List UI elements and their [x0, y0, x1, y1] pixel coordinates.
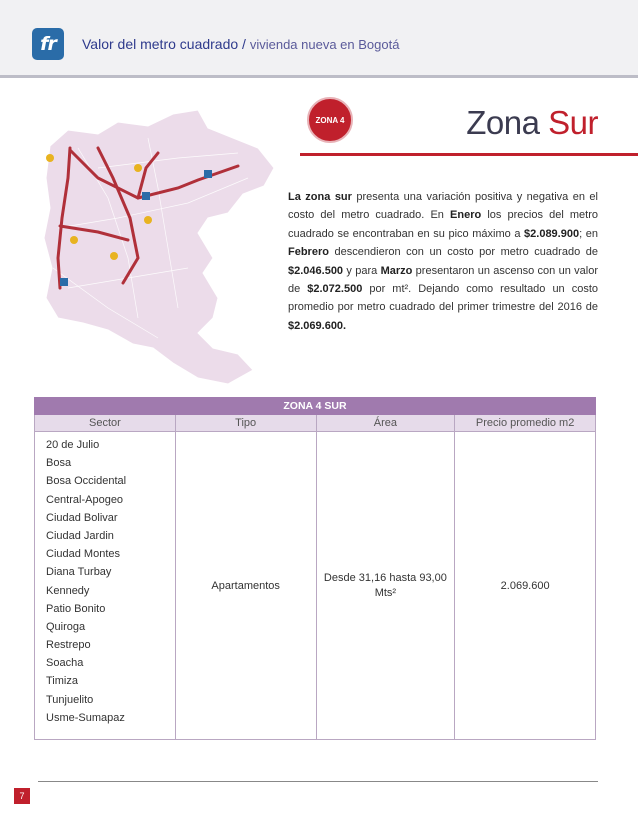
zone-price-table [34, 397, 596, 740]
footer-divider [38, 781, 598, 782]
sector-item: Tunjuelito [46, 693, 94, 706]
sector-list [35, 432, 176, 740]
title-strong: Valor del metro cuadrado [82, 36, 239, 52]
sector-item: 20 de Julio [46, 439, 100, 451]
para-value-enero: $2.089.900 [524, 227, 580, 240]
sector-item: Central-Apogeo [46, 493, 124, 506]
column-header-sector: Sector [35, 415, 176, 432]
sector-item: Kennedy [46, 584, 90, 597]
document-title [82, 36, 399, 52]
para-text-6: presentaron un ascenso con un valor de [288, 264, 599, 296]
logo-text: fr [40, 33, 56, 55]
sector-item: Ciudad Montes [46, 548, 120, 561]
para-text-1: presenta una variación positiva y negativa en el costo del metro cuadrado. En [288, 191, 598, 222]
zone-title-word1: Zona [466, 104, 540, 141]
zone-description [288, 188, 598, 335]
table-row [35, 432, 596, 740]
sector-item: Usme-Sumapaz [46, 711, 125, 724]
para-subject: La zona sur [288, 191, 352, 203]
column-header-area: Área [316, 415, 455, 432]
table-title-row [35, 398, 596, 415]
sector-item: Bosa Occidental [46, 475, 127, 488]
para-month-enero: Enero [450, 209, 482, 222]
para-text-4: descendieron con un costo por metro cuadrado de [328, 246, 598, 259]
sector-item: Ciudad Jardin [46, 529, 114, 542]
title-underline [300, 153, 638, 156]
para-month-febrero: Febrero [288, 246, 329, 259]
sector-item: Quiroga [46, 620, 86, 633]
column-header-precio: Precio promedio m2 [455, 415, 596, 432]
sector-item: Soacha [46, 657, 84, 670]
para-value-febrero: $2.046.500 [288, 264, 344, 277]
para-text-3: ; en [579, 227, 598, 240]
precio-cell: 2.069.600 [455, 432, 596, 740]
para-text-2: los precios del metro cuadrado se encontraban en su pico máximo a [288, 209, 599, 240]
area-cell: Desde 31,16 hasta 93,00 Mts² [316, 432, 455, 740]
sector-item: Restrepo [46, 639, 91, 652]
sector-item: Timiza [46, 675, 78, 688]
para-month-marzo: Marzo [380, 264, 413, 277]
tipo-cell: Apartamentos [175, 432, 316, 740]
para-text-7: por mt². Dejando como resultado un costo promedio por metro cuadrado del primer trimestre del 2016 de [288, 283, 598, 314]
title-separator: / [238, 36, 250, 52]
table-title: ZONA 4 SUR [35, 398, 596, 415]
zone-title-word2: Sur [548, 104, 598, 141]
page-number: 7 [14, 788, 30, 804]
zone-badge-label: ZONA 4 [315, 115, 345, 125]
sector-item: Patio Bonito [46, 602, 106, 615]
para-value-marzo: $2.072.500 [307, 283, 363, 296]
column-header-tipo: Tipo [175, 415, 316, 432]
zone-title [466, 104, 598, 142]
para-text-5: y para [343, 264, 381, 277]
table-header-row [35, 415, 596, 432]
sector-item: Ciudad Bolivar [46, 511, 118, 524]
brand-logo [32, 28, 64, 60]
zone-badge [307, 97, 353, 143]
sector-item: Bosa [46, 457, 72, 470]
para-value-promedio: $2.069.600. [288, 319, 347, 332]
sector-item: Diana Turbay [46, 566, 112, 579]
page-header [0, 0, 638, 78]
zone-map-image [38, 108, 278, 390]
title-light: vivienda nueva en Bogotá [249, 37, 400, 52]
